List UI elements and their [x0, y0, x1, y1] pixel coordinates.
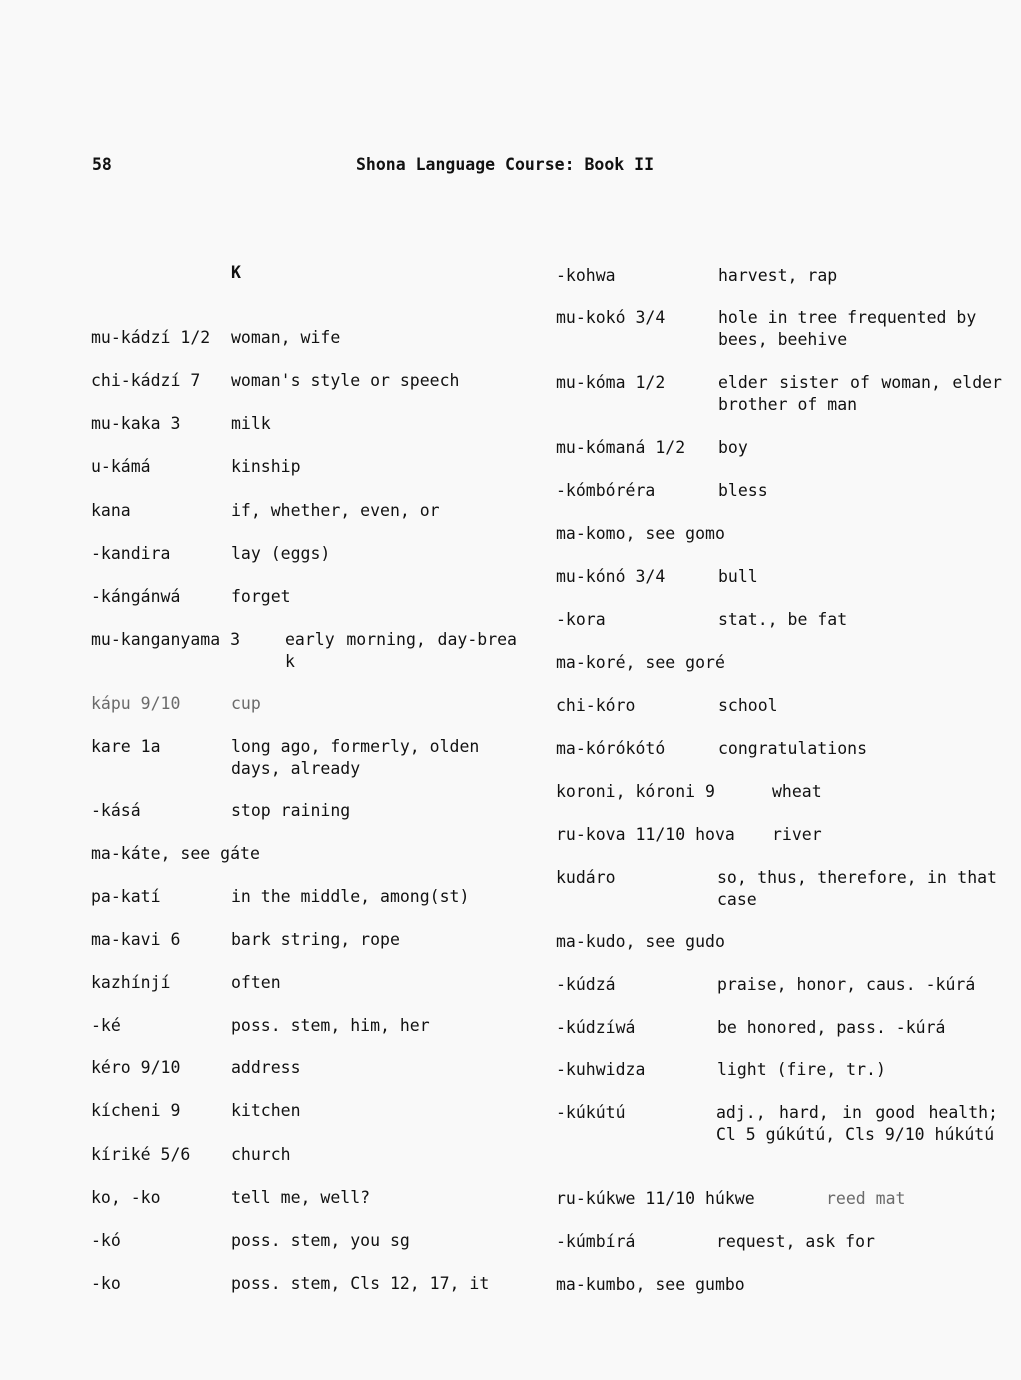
headword: mu-kóma 1/2: [556, 373, 666, 392]
gloss: poss. stem, him, her: [231, 1016, 430, 1035]
gloss: kinship: [231, 457, 301, 476]
headword: mu-kádzí 1/2: [91, 328, 211, 347]
headword: -kásá: [91, 801, 141, 820]
gloss: milk: [231, 414, 271, 433]
gloss: river: [772, 825, 822, 844]
gloss: in the middle, among(st): [231, 887, 470, 906]
headword: ru-kúkwe 11/10 húkwe: [556, 1189, 755, 1208]
gloss: woman, wife: [231, 328, 341, 347]
gloss: stat., be fat: [718, 610, 848, 629]
headword: -ko: [91, 1274, 121, 1293]
gloss: light (fire, tr.): [717, 1060, 886, 1079]
gloss: church: [231, 1145, 291, 1164]
headword: kápu 9/10: [91, 694, 181, 713]
headword: -kohwa: [556, 266, 616, 285]
headword: koroni, kóroni 9: [556, 782, 715, 801]
gloss: if, whether, even, or: [231, 501, 440, 520]
gloss: request, ask for: [716, 1232, 875, 1251]
headword: ru-kova 11/10 hova: [556, 825, 735, 844]
gloss: elder sister of woman, elder brother of man: [718, 373, 1002, 414]
gloss: bark string, rope: [231, 930, 400, 949]
headword: -kúkútú: [556, 1103, 626, 1122]
running-title: Shona Language Course: Book II: [356, 155, 655, 174]
cross-reference: ma-kudo, see gudo: [556, 932, 725, 951]
gloss: stop raining: [231, 801, 351, 820]
gloss: long ago, formerly, olden days, already: [231, 737, 480, 778]
headword: ma-kórókótó: [556, 739, 666, 758]
headword: -kúmbírá: [556, 1232, 636, 1251]
gloss: harvest, rap: [718, 266, 838, 285]
headword: kudáro: [556, 868, 616, 887]
headword: -kángánwá: [91, 587, 181, 606]
gloss: tell me, well?: [231, 1188, 371, 1207]
headword: kíriké 5/6: [91, 1145, 191, 1164]
headword: kéro 9/10: [91, 1058, 181, 1077]
gloss: be honored, pass. -kúrá: [717, 1018, 946, 1037]
cross-reference: ma-komo, see gomo: [556, 524, 725, 543]
headword: u-kámá: [91, 457, 151, 476]
page-number: 58: [92, 155, 112, 174]
headword: kana: [91, 501, 131, 520]
cross-reference: ma-káte, see gáte: [91, 844, 260, 863]
gloss: early morning, day-break: [285, 630, 517, 671]
headword: kare 1a: [91, 737, 161, 756]
gloss: often: [231, 973, 281, 992]
gloss: wheat: [772, 782, 822, 801]
gloss: bull: [718, 567, 758, 586]
gloss: hole in tree frequented by bees, beehive: [718, 308, 977, 349]
headword: kícheni 9: [91, 1101, 181, 1120]
gloss: boy: [718, 438, 748, 457]
headword: pa-katí: [91, 887, 161, 906]
headword: -kó: [91, 1231, 121, 1250]
cross-reference: ma-koré, see goré: [556, 653, 725, 672]
headword: chi-kádzí 7: [91, 371, 201, 390]
section-letter: K: [231, 263, 241, 282]
gloss: adj., hard, in good health; Cl 5 gúkútú, Cls 9/10 húkútú: [716, 1103, 998, 1144]
headword: -kuhwidza: [556, 1060, 646, 1079]
headword: ko, -ko: [91, 1188, 161, 1207]
gloss: school: [718, 696, 778, 715]
headword: -kúdzá: [556, 975, 616, 994]
gloss: praise, honor, caus. -kúrá: [717, 975, 976, 994]
gloss: lay (eggs): [231, 544, 331, 563]
gloss: forget: [231, 587, 291, 606]
gloss: poss. stem, you sg: [231, 1231, 410, 1250]
headword: mu-kokó 3/4: [556, 308, 666, 327]
gloss: cup: [231, 694, 261, 713]
headword: chi-kóro: [556, 696, 636, 715]
headword: -kómbóréra: [556, 481, 656, 500]
headword: -kandira: [91, 544, 171, 563]
headword: -kúdzíwá: [556, 1018, 636, 1037]
gloss: woman's style or speech: [231, 371, 460, 390]
gloss: so, thus, therefore, in that case: [717, 868, 997, 909]
headword: mu-kaka 3: [91, 414, 181, 433]
headword: -kora: [556, 610, 606, 629]
headword: mu-kónó 3/4: [556, 567, 666, 586]
gloss: bless: [718, 481, 768, 500]
gloss: kitchen: [231, 1101, 301, 1120]
headword: mu-kómaná 1/2: [556, 438, 686, 457]
headword: mu-kanganyama 3: [91, 630, 241, 649]
gloss: congratulations: [718, 739, 868, 758]
gloss: poss. stem, Cls 12, 17, it: [231, 1274, 490, 1293]
headword: kazhínjí: [91, 973, 171, 992]
headword: -ké: [91, 1016, 121, 1035]
gloss: reed mat: [826, 1189, 906, 1208]
cross-reference: ma-kumbo, see gumbo: [556, 1275, 745, 1294]
headword: ma-kavi 6: [91, 930, 181, 949]
gloss: address: [231, 1058, 301, 1077]
